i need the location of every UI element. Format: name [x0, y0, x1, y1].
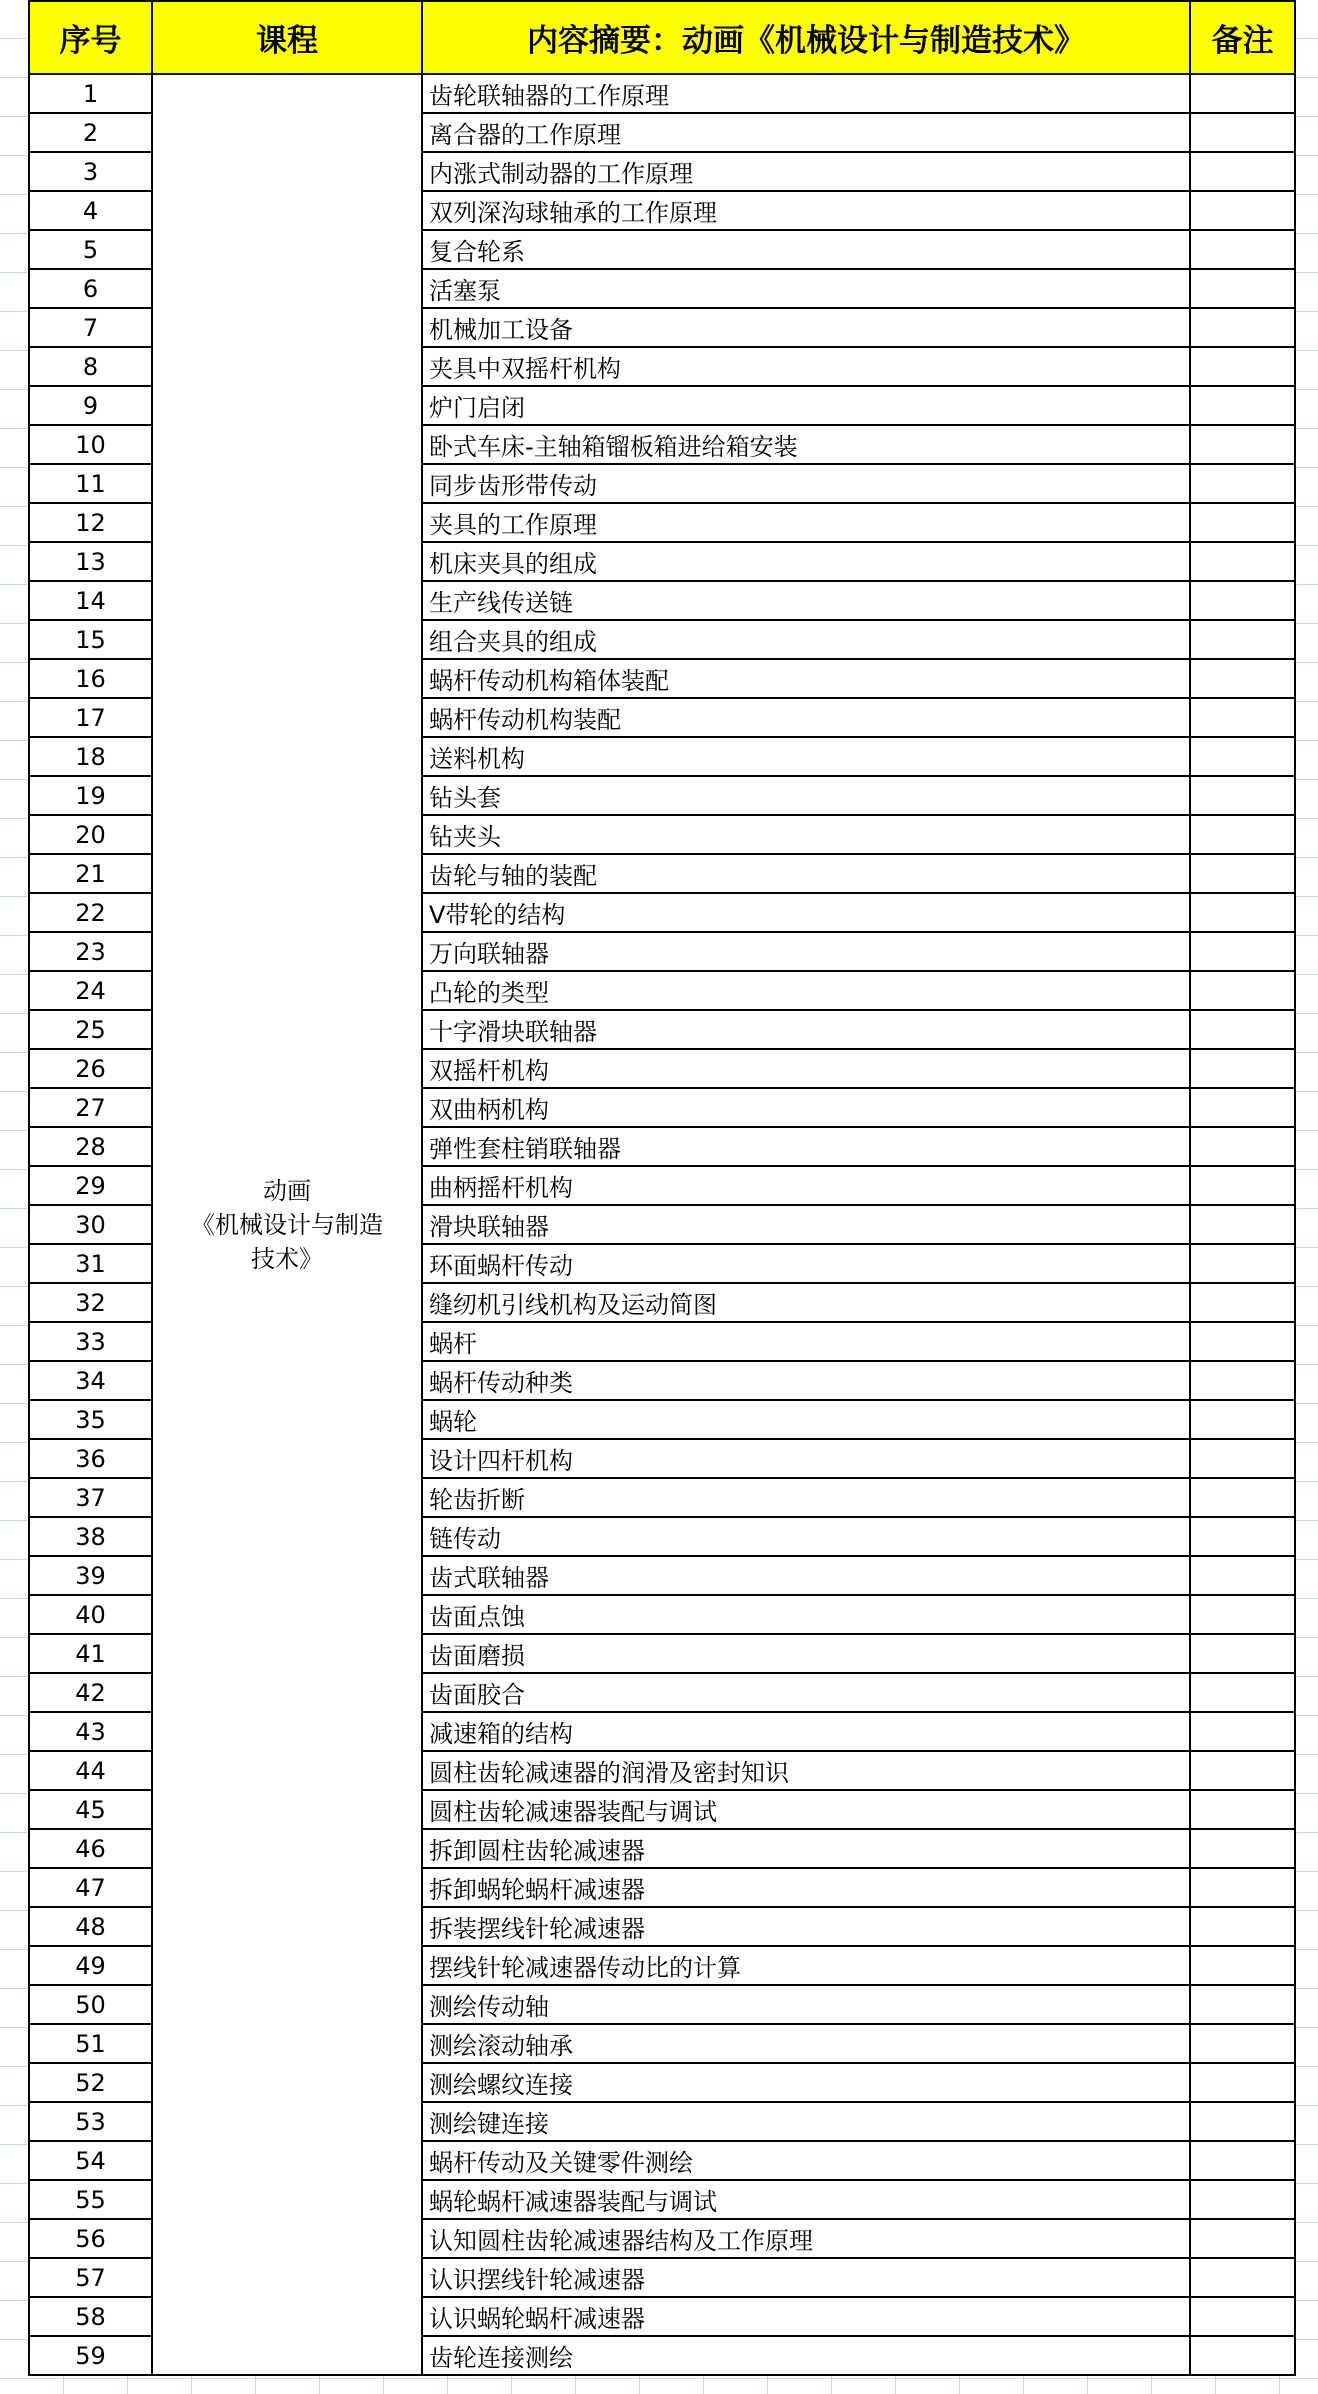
content-cell[interactable]: 复合轮系 [422, 230, 1190, 269]
note-cell[interactable] [1190, 2297, 1295, 2336]
content-cell[interactable]: 测绘螺纹连接 [422, 2063, 1190, 2102]
content-cell[interactable]: 圆柱齿轮减速器的润滑及密封知识 [422, 1751, 1190, 1790]
note-cell[interactable] [1190, 2102, 1295, 2141]
seq-cell[interactable]: 4 [29, 191, 152, 230]
note-cell[interactable] [1190, 659, 1295, 698]
seq-cell[interactable]: 26 [29, 1049, 152, 1088]
content-cell[interactable]: 摆线针轮减速器传动比的计算 [422, 1946, 1190, 1985]
note-cell[interactable] [1190, 737, 1295, 776]
content-cell[interactable]: 双摇杆机构 [422, 1049, 1190, 1088]
note-cell[interactable] [1190, 191, 1295, 230]
note-cell[interactable] [1190, 2024, 1295, 2063]
content-cell[interactable]: 蜗杆 [422, 1322, 1190, 1361]
course-line: 《机械设计与制造 [191, 1210, 383, 1239]
seq-cell[interactable]: 5 [29, 230, 152, 269]
note-cell[interactable] [1190, 464, 1295, 503]
content-cell[interactable]: 拆卸蜗轮蜗杆减速器 [422, 1868, 1190, 1907]
content-cell[interactable]: 蜗轮蜗杆减速器装配与调试 [422, 2180, 1190, 2219]
seq-cell[interactable]: 46 [29, 1829, 152, 1868]
note-cell[interactable] [1190, 2336, 1295, 2375]
content-cell[interactable]: 炉门启闭 [422, 386, 1190, 425]
content-cell[interactable]: 双列深沟球轴承的工作原理 [422, 191, 1190, 230]
content-cell[interactable]: 内涨式制动器的工作原理 [422, 152, 1190, 191]
seq-cell[interactable]: 35 [29, 1400, 152, 1439]
seq-cell[interactable]: 56 [29, 2219, 152, 2258]
note-cell[interactable] [1190, 2141, 1295, 2180]
seq-cell[interactable]: 30 [29, 1205, 152, 1244]
note-cell[interactable] [1190, 1322, 1295, 1361]
content-cell[interactable]: 机械加工设备 [422, 308, 1190, 347]
content-cell[interactable]: 钻夹头 [422, 815, 1190, 854]
content-cell[interactable]: 测绘键连接 [422, 2102, 1190, 2141]
content-cell[interactable]: 机床夹具的组成 [422, 542, 1190, 581]
seq-cell[interactable]: 29 [29, 1166, 152, 1205]
content-cell[interactable]: 圆柱齿轮减速器装配与调试 [422, 1790, 1190, 1829]
note-cell[interactable] [1190, 620, 1295, 659]
note-cell[interactable] [1190, 386, 1295, 425]
note-cell[interactable] [1190, 1595, 1295, 1634]
content-cell[interactable]: 凸轮的类型 [422, 971, 1190, 1010]
content-cell[interactable]: 齿式联轴器 [422, 1556, 1190, 1595]
content-cell[interactable]: 双曲柄机构 [422, 1088, 1190, 1127]
seq-cell[interactable]: 12 [29, 503, 152, 542]
note-cell[interactable] [1190, 1283, 1295, 1322]
content-cell[interactable]: 测绘传动轴 [422, 1985, 1190, 2024]
note-cell[interactable] [1190, 2180, 1295, 2219]
note-cell[interactable] [1190, 1361, 1295, 1400]
seq-cell[interactable]: 33 [29, 1322, 152, 1361]
note-cell[interactable] [1190, 1634, 1295, 1673]
note-cell[interactable] [1190, 2063, 1295, 2102]
note-cell[interactable] [1190, 854, 1295, 893]
seq-cell[interactable]: 7 [29, 308, 152, 347]
seq-cell[interactable]: 51 [29, 2024, 152, 2063]
note-cell[interactable] [1190, 1244, 1295, 1283]
seq-cell[interactable]: 49 [29, 1946, 152, 1985]
seq-cell[interactable]: 36 [29, 1439, 152, 1478]
note-cell[interactable] [1190, 1712, 1295, 1751]
content-cell[interactable]: 滑块联轴器 [422, 1205, 1190, 1244]
content-cell[interactable]: 夹具中双摇杆机构 [422, 347, 1190, 386]
seq-cell[interactable]: 52 [29, 2063, 152, 2102]
seq-cell[interactable]: 10 [29, 425, 152, 464]
content-cell[interactable]: 蜗杆传动及关键零件测绘 [422, 2141, 1190, 2180]
note-cell[interactable] [1190, 1478, 1295, 1517]
seq-cell[interactable]: 13 [29, 542, 152, 581]
content-cell[interactable]: 万向联轴器 [422, 932, 1190, 971]
content-cell[interactable]: 卧式车床-主轴箱镏板箱进给箱安装 [422, 425, 1190, 464]
content-cell[interactable]: 齿轮联轴器的工作原理 [422, 74, 1190, 113]
seq-cell[interactable]: 1 [29, 74, 152, 113]
note-cell[interactable] [1190, 542, 1295, 581]
seq-cell[interactable]: 44 [29, 1751, 152, 1790]
seq-cell[interactable]: 17 [29, 698, 152, 737]
seq-cell[interactable]: 54 [29, 2141, 152, 2180]
content-cell[interactable]: 齿面胶合 [422, 1673, 1190, 1712]
seq-cell[interactable]: 18 [29, 737, 152, 776]
note-cell[interactable] [1190, 1751, 1295, 1790]
note-cell[interactable] [1190, 1400, 1295, 1439]
note-cell[interactable] [1190, 152, 1295, 191]
content-cell[interactable]: 同步齿形带传动 [422, 464, 1190, 503]
seq-cell[interactable]: 40 [29, 1595, 152, 1634]
content-cell[interactable]: 钻头套 [422, 776, 1190, 815]
seq-cell[interactable]: 53 [29, 2102, 152, 2141]
seq-cell[interactable]: 43 [29, 1712, 152, 1751]
seq-cell[interactable]: 19 [29, 776, 152, 815]
seq-cell[interactable]: 25 [29, 1010, 152, 1049]
seq-cell[interactable]: 8 [29, 347, 152, 386]
content-cell[interactable]: 生产线传送链 [422, 581, 1190, 620]
note-cell[interactable] [1190, 1907, 1295, 1946]
content-cell[interactable]: 送料机构 [422, 737, 1190, 776]
note-cell[interactable] [1190, 1829, 1295, 1868]
content-cell[interactable]: 蜗杆传动机构箱体装配 [422, 659, 1190, 698]
content-cell[interactable]: 组合夹具的组成 [422, 620, 1190, 659]
seq-cell[interactable]: 31 [29, 1244, 152, 1283]
note-cell[interactable] [1190, 1088, 1295, 1127]
content-cell[interactable]: 蜗轮 [422, 1400, 1190, 1439]
note-cell[interactable] [1190, 1556, 1295, 1595]
note-cell[interactable] [1190, 893, 1295, 932]
seq-cell[interactable]: 50 [29, 1985, 152, 2024]
content-cell[interactable]: 齿轮连接测绘 [422, 2336, 1190, 2375]
note-cell[interactable] [1190, 308, 1295, 347]
course-cell[interactable] [152, 74, 422, 2375]
note-cell[interactable] [1190, 347, 1295, 386]
note-cell[interactable] [1190, 2219, 1295, 2258]
course-table [28, 0, 1296, 2376]
content-cell[interactable]: V带轮的结构 [422, 893, 1190, 932]
content-cell[interactable]: 蜗杆传动机构装配 [422, 698, 1190, 737]
table-row [29, 74, 1295, 113]
content-cell[interactable]: 链传动 [422, 1517, 1190, 1556]
content-cell[interactable]: 蜗杆传动种类 [422, 1361, 1190, 1400]
content-cell[interactable]: 活塞泵 [422, 269, 1190, 308]
seq-cell[interactable]: 20 [29, 815, 152, 854]
seq-cell[interactable]: 21 [29, 854, 152, 893]
seq-cell[interactable]: 59 [29, 2336, 152, 2375]
note-cell[interactable] [1190, 113, 1295, 152]
seq-cell[interactable]: 3 [29, 152, 152, 191]
seq-cell[interactable]: 16 [29, 659, 152, 698]
content-cell[interactable]: 环面蜗杆传动 [422, 1244, 1190, 1283]
note-cell[interactable] [1190, 1985, 1295, 2024]
note-cell[interactable] [1190, 776, 1295, 815]
seq-cell[interactable]: 28 [29, 1127, 152, 1166]
content-cell[interactable]: 十字滑块联轴器 [422, 1010, 1190, 1049]
note-cell[interactable] [1190, 230, 1295, 269]
note-cell[interactable] [1190, 1439, 1295, 1478]
seq-cell[interactable]: 14 [29, 581, 152, 620]
note-cell[interactable] [1190, 1868, 1295, 1907]
note-cell[interactable] [1190, 581, 1295, 620]
content-cell[interactable]: 认识摆线针轮减速器 [422, 2258, 1190, 2297]
course-line: 技术》 [251, 1244, 323, 1273]
seq-cell[interactable]: 15 [29, 620, 152, 659]
content-cell[interactable]: 齿面磨损 [422, 1634, 1190, 1673]
seq-cell[interactable]: 38 [29, 1517, 152, 1556]
note-cell[interactable] [1190, 269, 1295, 308]
note-cell[interactable] [1190, 1127, 1295, 1166]
seq-cell[interactable]: 24 [29, 971, 152, 1010]
seq-cell[interactable]: 37 [29, 1478, 152, 1517]
content-cell[interactable]: 减速箱的结构 [422, 1712, 1190, 1751]
note-cell[interactable] [1190, 74, 1295, 113]
seq-cell[interactable]: 23 [29, 932, 152, 971]
note-cell[interactable] [1190, 815, 1295, 854]
seq-cell[interactable]: 39 [29, 1556, 152, 1595]
seq-cell[interactable]: 6 [29, 269, 152, 308]
seq-cell[interactable]: 9 [29, 386, 152, 425]
note-cell[interactable] [1190, 698, 1295, 737]
content-cell[interactable]: 夹具的工作原理 [422, 503, 1190, 542]
content-cell[interactable]: 缝纫机引线机构及运动简图 [422, 1283, 1190, 1322]
content-cell[interactable]: 拆装摆线针轮减速器 [422, 1907, 1190, 1946]
header-course[interactable]: 课程 [152, 1, 422, 74]
content-cell[interactable]: 测绘滚动轴承 [422, 2024, 1190, 2063]
seq-cell[interactable]: 42 [29, 1673, 152, 1712]
note-cell[interactable] [1190, 1946, 1295, 1985]
note-cell[interactable] [1190, 1673, 1295, 1712]
content-cell[interactable]: 弹性套柱销联轴器 [422, 1127, 1190, 1166]
seq-cell[interactable]: 34 [29, 1361, 152, 1400]
note-cell[interactable] [1190, 2258, 1295, 2297]
header-row [29, 1, 1295, 74]
seq-cell[interactable]: 41 [29, 1634, 152, 1673]
content-cell[interactable]: 认识蜗轮蜗杆减速器 [422, 2297, 1190, 2336]
content-cell[interactable]: 轮齿折断 [422, 1478, 1190, 1517]
seq-cell[interactable]: 2 [29, 113, 152, 152]
seq-cell[interactable]: 45 [29, 1790, 152, 1829]
seq-cell[interactable]: 22 [29, 893, 152, 932]
content-cell[interactable]: 离合器的工作原理 [422, 113, 1190, 152]
note-cell[interactable] [1190, 971, 1295, 1010]
content-cell[interactable]: 齿轮与轴的装配 [422, 854, 1190, 893]
note-cell[interactable] [1190, 1010, 1295, 1049]
seq-cell[interactable]: 11 [29, 464, 152, 503]
content-cell[interactable]: 认知圆柱齿轮减速器结构及工作原理 [422, 2219, 1190, 2258]
content-cell[interactable]: 曲柄摇杆机构 [422, 1166, 1190, 1205]
seq-cell[interactable]: 58 [29, 2297, 152, 2336]
seq-cell[interactable]: 32 [29, 1283, 152, 1322]
seq-cell[interactable]: 47 [29, 1868, 152, 1907]
note-cell[interactable] [1190, 1166, 1295, 1205]
note-cell[interactable] [1190, 503, 1295, 542]
header-seq[interactable]: 序号 [29, 1, 152, 74]
content-cell[interactable]: 设计四杆机构 [422, 1439, 1190, 1478]
note-cell[interactable] [1190, 1517, 1295, 1556]
content-cell[interactable]: 拆卸圆柱齿轮减速器 [422, 1829, 1190, 1868]
seq-cell[interactable]: 27 [29, 1088, 152, 1127]
note-cell[interactable] [1190, 1205, 1295, 1244]
content-cell[interactable]: 齿面点蚀 [422, 1595, 1190, 1634]
note-cell[interactable] [1190, 425, 1295, 464]
note-cell[interactable] [1190, 1790, 1295, 1829]
course-line: 动画 [263, 1176, 311, 1205]
seq-cell[interactable]: 55 [29, 2180, 152, 2219]
header-note[interactable]: 备注 [1190, 1, 1295, 74]
seq-cell[interactable]: 57 [29, 2258, 152, 2297]
seq-cell[interactable]: 48 [29, 1907, 152, 1946]
table-body [29, 74, 1295, 2375]
header-content[interactable]: 内容摘要：动画《机械设计与制造技术》 [422, 1, 1190, 74]
note-cell[interactable] [1190, 932, 1295, 971]
note-cell[interactable] [1190, 1049, 1295, 1088]
